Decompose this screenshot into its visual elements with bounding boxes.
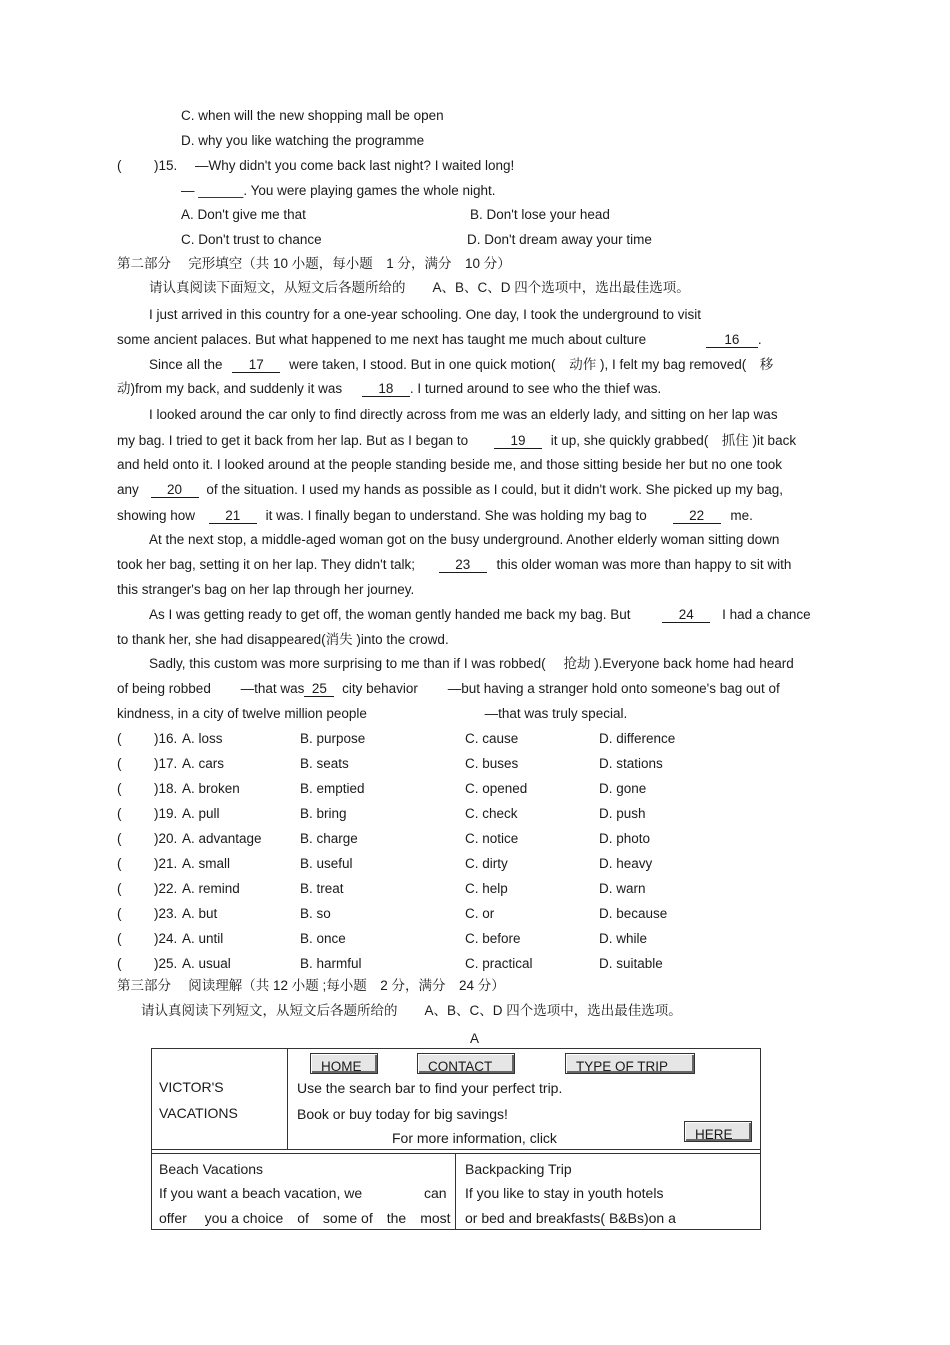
q14-option-c: C. when will the new shopping mall be open <box>181 108 444 123</box>
option-a: A. but <box>182 906 218 921</box>
option-d: D. heavy <box>599 856 653 871</box>
passage-text: this older woman was more than happy to sit with <box>496 557 792 572</box>
answer-paren: ( <box>117 781 122 796</box>
option-c: C. check <box>465 806 518 821</box>
divider <box>287 1049 288 1149</box>
option-d: D. stations <box>599 756 663 771</box>
q15-question: —Why didn't you come back last night? I waited long! <box>195 158 515 173</box>
ad-table <box>151 1048 761 1230</box>
passage-text: 抢劫 ).Everyone back home had heard <box>563 656 794 671</box>
option-c: C. dirty <box>465 856 508 871</box>
blank-19: 19 <box>494 433 542 449</box>
beach-text-line: offer you a choice of some of the most <box>159 1210 451 1226</box>
passage-text: . I turned around to see who the thief was. <box>409 381 662 396</box>
passage-text: of being robbed <box>117 681 211 696</box>
passage-text: of the situation. I used my hands as possible as I could, but it didn't work. She picked up my bag, <box>206 482 783 497</box>
blank-24: 24 <box>662 607 710 623</box>
passage-text: it up, she quickly grabbed( 抓住 )it back <box>550 433 797 448</box>
option-c: C. help <box>465 881 508 896</box>
q15-option-d: D. Don't dream away your time <box>467 232 652 247</box>
passage-line <box>149 607 811 623</box>
passage-text: city behavior <box>342 681 418 696</box>
nav-home-button[interactable]: HOME <box>310 1053 378 1074</box>
option-a: A. advantage <box>182 831 262 846</box>
passage-line <box>149 357 773 373</box>
passage-line <box>117 508 753 524</box>
ad-text-search: Use the search bar to find your perfect trip. <box>297 1080 563 1096</box>
q15-answer-rest: . You were playing games the whole night. <box>243 183 496 198</box>
part3-heading: 第三部分 阅读理解（共 12 小题 ;每小题 2 分，满分 24 分） <box>117 978 505 993</box>
option-a: A. loss <box>182 731 223 746</box>
passage-line: this stranger's bag on her lap through her journey. <box>117 582 415 597</box>
option-b: B. purpose <box>300 731 366 746</box>
question-number: )17. <box>154 756 178 771</box>
passage-text: kindness, in a city of twelve million people <box>117 706 367 721</box>
ad-text-book: Book or buy today for big savings! <box>297 1106 508 1122</box>
option-c: C. buses <box>465 756 519 771</box>
question-number: )22. <box>154 881 178 896</box>
beach-text-line: If you want a beach vacation, we <box>159 1185 363 1201</box>
divider <box>152 1149 760 1150</box>
backpacking-title: Backpacking Trip <box>465 1161 572 1177</box>
option-a: A. broken <box>182 781 240 796</box>
passage-line <box>117 381 661 397</box>
passage-text: took her bag, setting it on her lap. They didn't talk; <box>117 557 416 572</box>
passage-text: 动)from my back, and suddenly it was <box>117 381 343 396</box>
option-d: D. because <box>599 906 668 921</box>
blank-17: 17 <box>232 357 280 373</box>
question-number: )16. <box>154 731 178 746</box>
nav-type-of-trip-button[interactable]: TYPE OF TRIP <box>565 1053 695 1074</box>
beach-title: Beach Vacations <box>159 1161 264 1177</box>
passage-text: any <box>117 482 139 497</box>
blank-21: 21 <box>209 508 257 524</box>
beach-text-line: can <box>424 1185 447 1201</box>
passage-text: showing how <box>117 508 196 523</box>
passage-text: As I was getting ready to get off, the woman gently handed me back my bag. But <box>149 607 631 622</box>
passage-text: my bag. I tried to get it back from her lap. But as I began to <box>117 433 469 448</box>
option-d: D. gone <box>599 781 647 796</box>
ad-text-more-info: For more information, click <box>392 1130 557 1146</box>
option-b: B. treat <box>300 881 344 896</box>
part3-instruction: 请认真阅读下列短文，从短文后各题所给的 A、B、C、D 四个选项中，选出最佳选项。 <box>141 1003 682 1018</box>
option-b: B. emptied <box>300 781 365 796</box>
question-number: )23. <box>154 906 178 921</box>
here-button[interactable]: HERE <box>684 1121 752 1142</box>
passage-text: —that was truly special. <box>484 706 628 721</box>
q15-answer-line <box>181 183 496 199</box>
passage-line <box>117 681 780 697</box>
divider <box>455 1153 456 1229</box>
blank-20: 20 <box>151 482 199 498</box>
passage-line <box>117 557 791 573</box>
option-b: B. charge <box>300 831 358 846</box>
passage-text: 动作 ), I felt my bag removed( 移 <box>569 357 774 372</box>
option-c: C. opened <box>465 781 528 796</box>
passage-text: —that was <box>240 681 305 696</box>
blank-22: 22 <box>673 508 721 524</box>
passage-line: I just arrived in this country for a one-year schooling. One day, I took the underground to visit <box>149 307 702 322</box>
option-c: C. notice <box>465 831 519 846</box>
option-b: B. seats <box>300 756 349 771</box>
option-b: B. once <box>300 931 346 946</box>
q15-option-c: C. Don't trust to chance <box>181 232 322 247</box>
backpacking-text-line: or bed and breakfasts( B&Bs)on a <box>465 1210 676 1226</box>
answer-paren: ( <box>117 731 122 746</box>
answer-paren: ( <box>117 956 122 971</box>
part2-heading: 第二部分 完形填空（共 10 小题，每小题 1 分，满分 10 分） <box>117 256 511 271</box>
question-number: )18. <box>154 781 178 796</box>
option-d: D. while <box>599 931 648 946</box>
blank-25: 25 <box>304 681 334 697</box>
passage-line: to thank her, she had disappeared(消失 )into the crowd. <box>117 632 449 647</box>
passage-text: it was. I finally began to understand. She was holding my bag to <box>265 508 647 523</box>
part2-instruction: 请认真阅读下面短文，从短文后各题所给的 A、B、C、D 四个选项中，选出最佳选项。 <box>149 280 690 295</box>
passage-line: and held onto it. I looked around at the people standing beside me, and those sitting beside her but no one took <box>117 457 782 472</box>
blank-18: 18 <box>362 381 410 397</box>
answer-paren: ( <box>117 881 122 896</box>
q15-answer-paren: ( <box>117 158 122 173</box>
brand-name-line1: VICTOR'S <box>159 1079 224 1095</box>
passage-line <box>117 482 783 498</box>
option-b: B. bring <box>300 806 347 821</box>
answer-paren: ( <box>117 906 122 921</box>
q15-option-b: B. Don't lose your head <box>470 207 610 222</box>
q15-option-a: A. Don't give me that <box>181 207 306 222</box>
passage-text: me. <box>730 508 753 523</box>
option-d: D. push <box>599 806 646 821</box>
passage-line <box>117 706 627 722</box>
answer-paren: ( <box>117 856 122 871</box>
question-number: )20. <box>154 831 178 846</box>
option-a: A. small <box>182 856 231 871</box>
q15-blank: ______ <box>198 183 244 198</box>
passage-line: I looked around the car only to find directly across from me was an elderly lady, and sitting on her lap was <box>149 407 778 422</box>
option-c: C. cause <box>465 731 519 746</box>
passage-text: Sadly, this custom was more surprising to me than if I was robbed( <box>149 656 546 671</box>
option-d: D. suitable <box>599 956 663 971</box>
answer-paren: ( <box>117 806 122 821</box>
question-number: )24. <box>154 931 178 946</box>
option-a: A. until <box>182 931 224 946</box>
blank-16: 16 <box>706 332 758 348</box>
dash: — <box>181 183 195 198</box>
q14-option-d: D. why you like watching the programme <box>181 133 425 148</box>
question-number: )21. <box>154 856 178 871</box>
option-a: A. cars <box>182 756 225 771</box>
passage-text: —but having a stranger hold onto someone's bag out of <box>447 681 780 696</box>
option-d: D. difference <box>599 731 676 746</box>
option-c: C. or <box>465 906 495 921</box>
option-a: A. pull <box>182 806 220 821</box>
option-b: B. so <box>300 906 331 921</box>
option-d: D. warn <box>599 881 646 896</box>
question-number: )25. <box>154 956 178 971</box>
answer-paren: ( <box>117 756 122 771</box>
passage-text: I had a chance <box>722 607 811 622</box>
passage-text: were taken, I stood. But in one quick motion( <box>289 357 556 372</box>
option-b: B. harmful <box>300 956 362 971</box>
option-c: C. before <box>465 931 521 946</box>
nav-contact-button[interactable]: CONTACT <box>417 1053 515 1074</box>
option-a: A. usual <box>182 956 231 971</box>
passage-text: Since all the <box>149 357 223 372</box>
passage-line: At the next stop, a middle-aged woman got on the busy underground. Another elderly woman sitting down <box>149 532 780 547</box>
blank-23: 23 <box>439 557 487 573</box>
q15-number: )15. <box>154 158 178 173</box>
divider <box>152 1153 760 1154</box>
passage-line: some ancient palaces. But what happened to me next has taught me much about culture 16 . <box>117 332 762 347</box>
passage-line <box>117 433 796 449</box>
option-b: B. useful <box>300 856 353 871</box>
backpacking-text-line: If you like to stay in youth hotels <box>465 1185 664 1201</box>
answer-paren: ( <box>117 831 122 846</box>
passage-line <box>149 656 794 672</box>
option-c: C. practical <box>465 956 533 971</box>
brand-name-line2: VACATIONS <box>159 1105 238 1121</box>
section-label: A <box>470 1031 480 1046</box>
passage-text: some ancient palaces. But what happened to me next has taught me much about culture <box>117 332 647 347</box>
question-number: )19. <box>154 806 178 821</box>
option-d: D. photo <box>599 831 651 846</box>
answer-paren: ( <box>117 931 122 946</box>
option-a: A. remind <box>182 881 240 896</box>
